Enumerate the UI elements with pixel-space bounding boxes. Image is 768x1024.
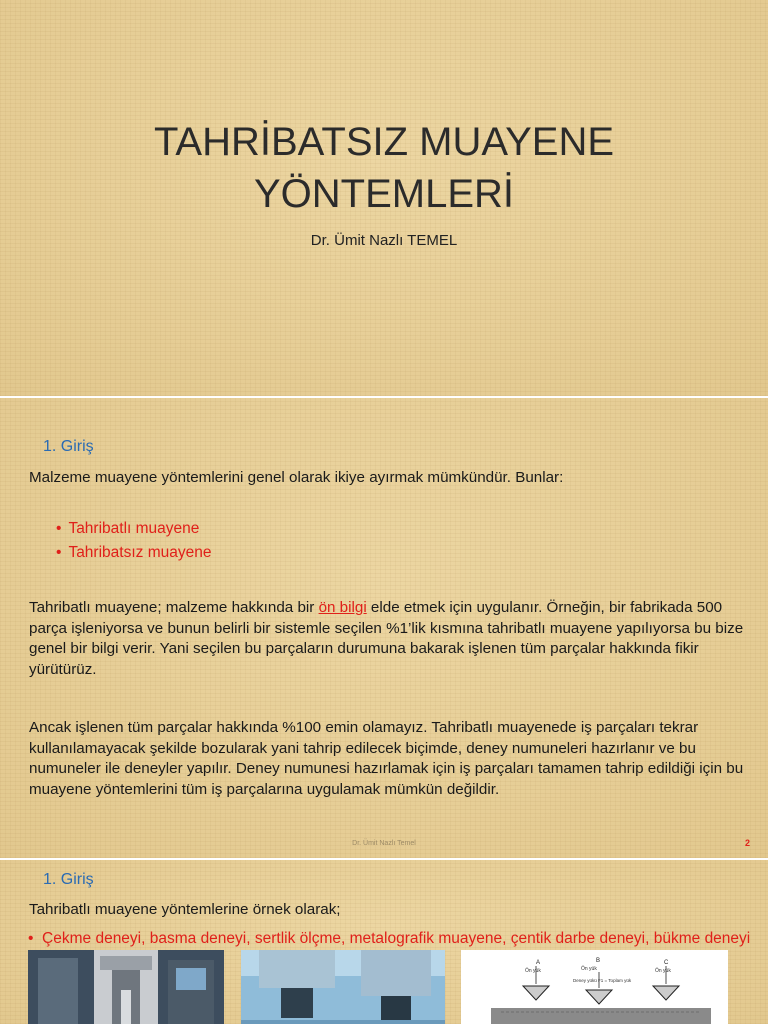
- paragraph-text-end: elde etmek için uygulanır. Örneğin, bir fabrikada 500 parça işleniyorsa ve bunun belirli bir sistemle seçilen %1’lik kısmına tahribatlı muayene yapılıyorsa bu bize genel bir bilgi verir. Yani seçilen bu parçaların durumuna bakarak işlenen tüm parçalar hakkında fikir yürütürüz.: [29, 599, 744, 678]
- title-slide: [0, 0, 768, 396]
- title-line-1: TAHRİBATSIZ MUAYENE: [153, 120, 615, 164]
- title-line-2: YÖNTEMLERİ: [253, 172, 515, 216]
- slide-title: [0, 116, 768, 220]
- diagram-label-test-load: Deney yükü F1 = Toplam yük: [573, 978, 632, 983]
- bullet-item-nondestructive: • Tahribatsız muayene: [56, 541, 211, 565]
- highlight-on-bilgi: ön bilgi: [318, 599, 367, 616]
- diagram-label-preload-a: Ön yük: [525, 968, 541, 974]
- intro-paragraph: Malzeme muayene yöntemlerini genel olarak ikiye ayırmak mümkündür. Bunlar:: [29, 469, 564, 486]
- diagram-label-c: C: [664, 960, 669, 966]
- destructive-paragraph: [29, 598, 749, 680]
- examples-intro: Tahribatlı muayene yöntemlerine örnek olarak;: [29, 901, 341, 918]
- hardness-test-photo: [241, 950, 445, 1024]
- section-heading: 1. Giriş: [43, 438, 94, 455]
- diagram-label-preload-c: Ön yük: [655, 968, 671, 974]
- section-heading: 1. Giriş: [43, 871, 94, 888]
- test-examples-list: Çekme deneyi, basma deneyi, sertlik ölçme, metalografik muayene, çentik darbe deneyi, bükme deneyi: [42, 930, 751, 947]
- method-bullet-list: [56, 517, 211, 565]
- tensile-test-machine-photo: [28, 950, 224, 1024]
- content-slide-2: [0, 398, 768, 858]
- diagram-label-preload-b: Ön yük: [581, 966, 597, 972]
- content-slide-3: [0, 860, 768, 1024]
- examples-bullet: • Çekme deneyi, basma deneyi, sertlik ölçme, metalografik muayene, çentik darbe deneyi, bükme deneyi: [28, 928, 762, 970]
- bullet-item-destructive: • Tahribatlı muayene: [56, 517, 211, 541]
- page-number: 2: [744, 838, 750, 848]
- paragraph-text-start: Tahribatlı muayene; malzeme hakkında bir: [29, 599, 319, 616]
- slide-footer: Dr. Ümit Nazlı Temel: [352, 840, 416, 847]
- certainty-paragraph: Ancak işlenen tüm parçalar hakkında %100 emin olamayız. Tahribatlı muayenede iş parçaları tekrar kullanılamayacak şekilde bozularak yani tahrip edilecek biçimde, deney numuneleri hazırlanır ve bu numuneler ile deneyler yapılır. Deney numunesi hazırlamak için iş parçaları tamamen tahrip edildiği için bu muayene yöntemlerini tüm iş parçalarına uygulamak mümkün değildir.: [29, 719, 744, 798]
- author-name: Dr. Ümit Nazlı TEMEL: [310, 232, 458, 249]
- diagram-label-b: B: [596, 958, 601, 964]
- hardness-diagram: [461, 950, 728, 1024]
- diagram-label-a: A: [536, 960, 541, 966]
